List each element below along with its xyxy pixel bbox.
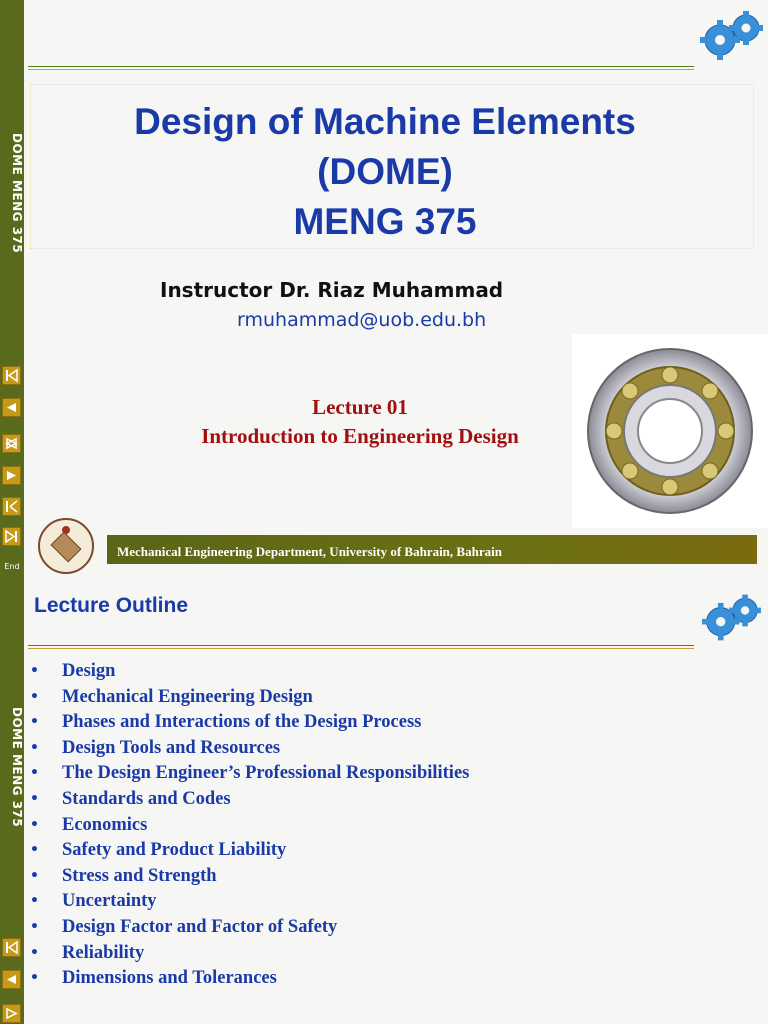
header-rule-accent [28, 69, 694, 70]
previous-slide-button[interactable] [2, 970, 21, 989]
list-item-label: Design Factor and Factor of Safety [62, 916, 338, 937]
list-item-label: Reliability [62, 942, 145, 963]
lecture-number: Lecture 01 [312, 395, 408, 419]
list-item [30, 736, 469, 762]
list-item-label: Design Tools and Resources [62, 737, 281, 758]
footer-department: Mechanical Engineering Department, University of Bahrain, Bahrain [107, 535, 757, 564]
instructor-name: Instructor Dr. Riaz Muhammad [160, 278, 504, 302]
bullet-icon: • [30, 918, 39, 935]
previous-slide-icon [3, 971, 20, 988]
bullet-icon: • [30, 944, 39, 961]
first-slide-button[interactable] [2, 938, 21, 957]
back-arrow-icon [3, 498, 20, 515]
bullet-icon: • [30, 816, 39, 833]
list-item [30, 813, 469, 839]
first-slide-icon [3, 367, 20, 384]
return-button[interactable] [2, 1004, 21, 1023]
bearing-image [572, 334, 768, 528]
list-item [30, 685, 469, 711]
slide-outline [0, 586, 768, 1024]
list-item-label: Safety and Product Liability [62, 840, 287, 861]
list-item-label: Economics [62, 814, 148, 835]
list-item-label: Mechanical Engineering Design [62, 686, 313, 707]
list-item [30, 710, 469, 736]
bullet-icon: • [30, 714, 39, 731]
lecture-title: Introduction to Engineering Design [201, 424, 519, 448]
first-slide-button[interactable] [2, 366, 21, 385]
sidebar [0, 0, 24, 586]
list-item [30, 838, 469, 864]
bullet-icon: • [30, 790, 39, 807]
next-slide-icon [3, 467, 20, 484]
return-button[interactable] [2, 434, 21, 453]
list-item [30, 941, 469, 967]
ball-bearing-icon [572, 334, 768, 528]
last-slide-button[interactable] [2, 527, 21, 546]
list-item-label: Stress and Strength [62, 865, 217, 886]
list-item-label: The Design Engineer’s Professional Responsibilities [62, 763, 470, 784]
bullet-icon: • [30, 739, 39, 756]
end-show-button[interactable]: End [4, 562, 20, 571]
previous-slide-button[interactable] [2, 398, 21, 417]
header-rule [28, 645, 694, 646]
course-title: Design of Machine Elements [134, 101, 636, 142]
sidebar-course-label: DOME MENG 375 [10, 706, 24, 828]
list-item [30, 761, 469, 787]
list-item [30, 787, 469, 813]
header-rule-accent [28, 648, 694, 649]
gears-icon [694, 4, 768, 66]
sidebar-course-label: DOME MENG 375 [10, 132, 24, 254]
list-item [30, 889, 469, 915]
list-item [30, 659, 469, 685]
list-item-label: Phases and Interactions of the Design Process [62, 712, 422, 733]
list-item-label: Standards and Codes [62, 788, 231, 809]
list-item [30, 915, 469, 941]
bullet-icon: • [30, 970, 39, 987]
list-item-label: Uncertainty [62, 891, 157, 912]
bullet-icon: • [30, 688, 39, 705]
return-icon [3, 1005, 20, 1022]
last-slide-icon [3, 528, 20, 545]
list-item-label: Dimensions and Tolerances [62, 968, 277, 989]
outline-list [30, 659, 469, 992]
bullet-icon: • [30, 893, 39, 910]
list-item-label: Design [62, 661, 116, 681]
course-code: MENG 375 [293, 201, 477, 242]
university-logo [36, 516, 96, 576]
bullet-icon: • [30, 765, 39, 782]
page-title: Lecture Outline [34, 594, 189, 617]
instructor-email[interactable]: rmuhammad@uob.edu.bh [237, 309, 487, 331]
first-slide-icon [3, 939, 20, 956]
list-item [30, 864, 469, 890]
list-item [30, 966, 469, 992]
course-abbreviation: (DOME) [317, 151, 453, 192]
next-slide-button[interactable] [2, 466, 21, 485]
bullet-icon: • [30, 867, 39, 884]
sidebar [0, 586, 24, 1024]
bullet-icon: • [30, 663, 39, 679]
gears-icon [694, 588, 768, 646]
return-icon [3, 435, 20, 452]
header-rule [28, 66, 694, 67]
back-button[interactable] [2, 497, 21, 516]
bullet-icon: • [30, 842, 39, 859]
previous-slide-icon [3, 399, 20, 416]
